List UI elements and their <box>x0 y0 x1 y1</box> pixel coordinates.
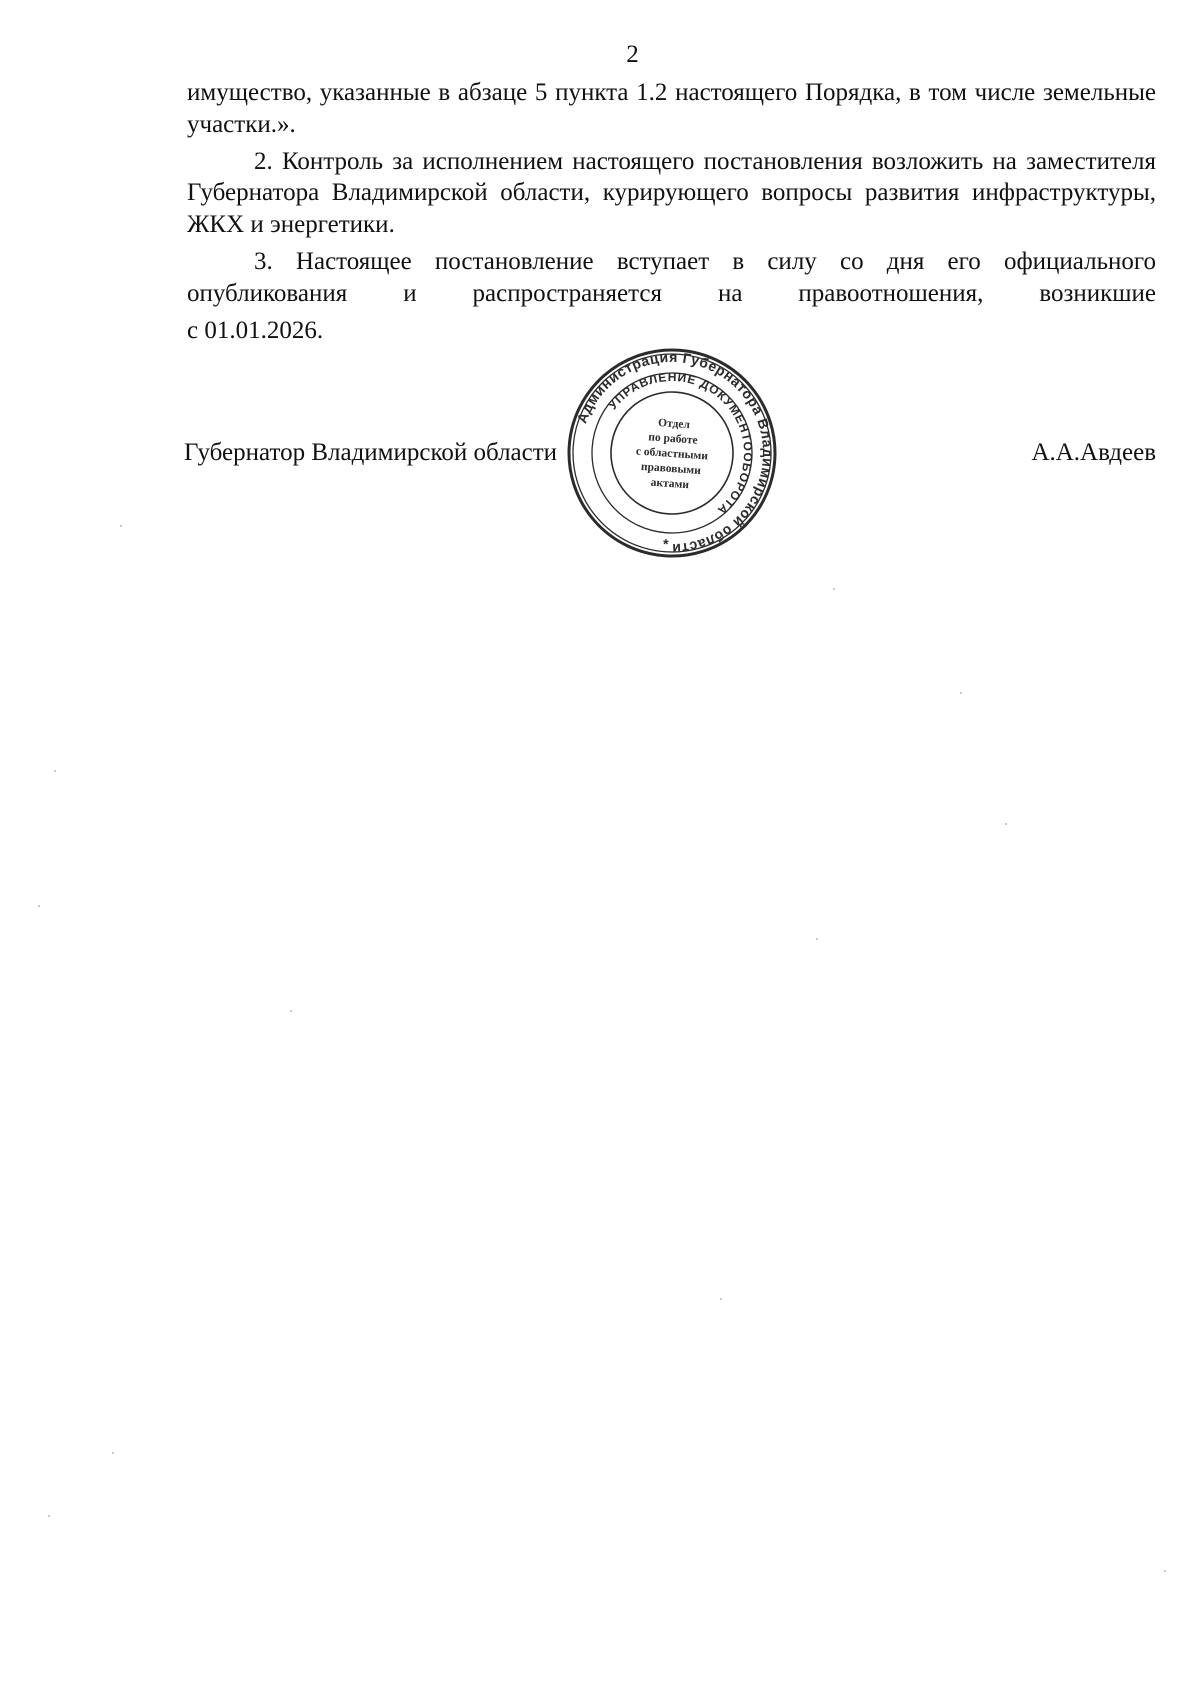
scan-speck <box>1005 823 1007 825</box>
scan-speck <box>54 770 56 772</box>
stamp-star: * <box>662 535 669 552</box>
stamp-center-line-3: с областными <box>635 445 709 463</box>
scan-speck <box>960 692 962 694</box>
paragraph-3: 3. Настоящее постановление вступает в силу со дня его официального опубликования и распространяется на правоотношения, возникшие <box>187 247 1156 307</box>
scan-speck <box>290 1010 292 1012</box>
paragraph-continuation: имущество, указанные в абзаце 5 пункта 1.2 настоящего Порядка, в том числе земельные участки.». <box>187 79 1156 138</box>
official-stamp <box>559 340 785 566</box>
paragraph-2: 2. Контроль за исполнением настоящего постановления возложить на заместителя Губернатора Владимирской области, курирующего вопросы развития инфраструктуры, ЖКХ и энергетики. <box>187 147 1156 239</box>
signatory-title: Губернатор Владимирской области <box>184 439 558 466</box>
official-stamp-graphic <box>559 340 785 566</box>
stamp-center-line-4: правовыми <box>640 460 702 478</box>
stamp-inner-ring-text: УПРАВЛЕНИЕ ДОКУМЕНТООБОРОТА <box>605 369 756 518</box>
stamp-center-line-5: актами <box>650 476 690 492</box>
document-body <box>187 77 1156 346</box>
scan-speck <box>112 1452 114 1454</box>
scan-speck <box>1164 1570 1166 1572</box>
scan-speck <box>816 938 818 940</box>
signatory-name: А.А.Авдеев <box>1031 439 1156 466</box>
paragraph-3-date: с 01.01.2026. <box>187 316 324 344</box>
stamp-center-line-1: Отдел <box>657 416 691 432</box>
scan-speck <box>833 588 835 590</box>
stamp-outer-text: Администрация Губернатора Владимирской области <box>573 348 777 558</box>
scan-speck <box>48 1515 50 1517</box>
scan-speck <box>38 905 40 907</box>
scan-speck <box>720 1298 722 1300</box>
page-number: 2 <box>626 41 639 68</box>
stamp-center-line-2: по работе <box>647 431 699 447</box>
scan-speck <box>120 525 122 527</box>
